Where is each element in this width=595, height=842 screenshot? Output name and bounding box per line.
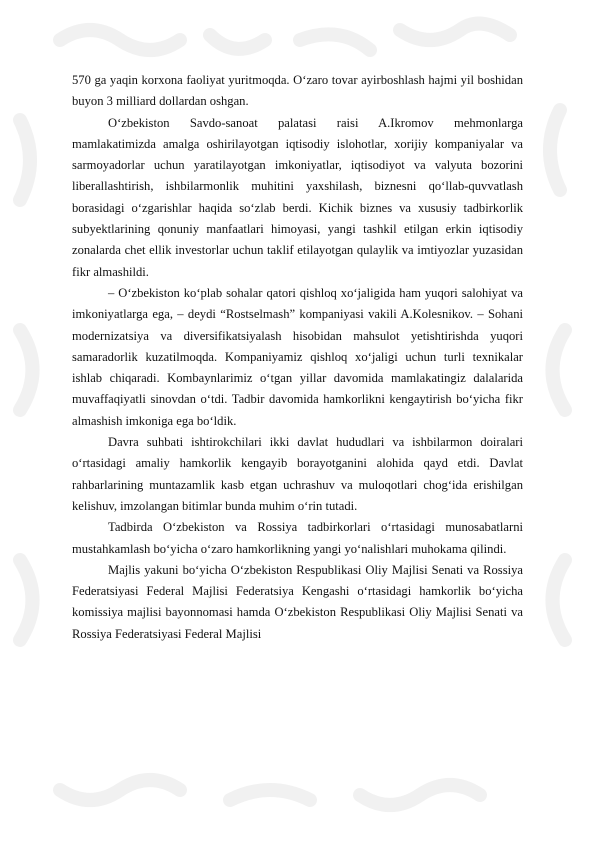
paragraph-2: O‘zbekiston Savdo-sanoat palatasi raisi A.Ikromov mehmonlarga mamlakatimizda amalga oshirilayotgan iqtisodiy islohotlar, xorijiy kompaniyalar va sarmoyadorlar uchun yaratilayotgan imkoniyatlar, iqtisodiyot va valyuta bozorini liberallashtirish, ishbilarmonlik muhitini yaxshilash, biznesni qo‘llab-quvvatlash borasidagi o‘zgarishlar haqida so‘zlab berdi. Kichik biznes va xususiy tadbirkorlik subyektlarining qonuniy manfaatlari himoyasi, yangi tashkil etilgan erkin iqtisodiy zonalarda chet ellik investorlar uchun taklif etilayotgan qulaylik va imtiyozlar yuzasidan fikr almashildi. bbox=[72, 115, 523, 279]
paragraph-1: 570 ga yaqin korxona faoliyat yuritmoqda. O‘zaro tovar ayirboshlash hajmi yil boshidan buyon 3 milliard dollardan oshgan. bbox=[72, 73, 523, 109]
document-body bbox=[72, 70, 523, 645]
paragraph-3: – O‘zbekiston ko‘plab sohalar qatori qishloq xo‘jaligida ham yuqori salohiyat va imkoniyatlarga ega, – deydi “Rostselmash” kompaniyasi vakili A.Kolesnikov. – Sohani modernizatsiya va diversifikatsiyalash hisobidan mahsulot yetishtirishda yuqori samaradorlik kuzatilmoqda. Kompaniyamiz qishloq xo‘jaligi uchun turli texnikalar ishlab chiqaradi. Kombaynlarimiz o‘tgan yillar davomida mamlakatingiz dalalarida muvaffaqiyatli sinovdan o‘tdi. Tadbir davomida hamkorlikni kengaytirish bo‘yicha fikr almashish imkoniga ega bo‘ldik. bbox=[72, 285, 523, 428]
paragraph-5: Tadbirda O‘zbekiston va Rossiya tadbirkorlari o‘rtasidagi munosabatlarni mustahkamlash bo‘yicha o‘zaro hamkorlikning yangi yo‘nalishlari muhokama qilindi. bbox=[72, 520, 523, 556]
paragraph-4: Davra suhbati ishtirokchilari ikki davlat hududlari va ishbilarmon doiralari o‘rtasidagi amaliy hamkorlik kengayib borayotganini alohida qayd etdi. Davlat rahbarlarining muntazamlik kasb etgan uchrashuv va muloqotlari chog‘ida erishilgan kelishuv, imzolangan bitimlar bunda muhim o‘rin tutadi. bbox=[72, 435, 523, 513]
paragraph-6: Majlis yakuni bo‘yicha O‘zbekiston Respublikasi Oliy Majlisi Senati va Rossiya Federatsiyasi Federal Majlisi Federatsiya Kengashi o‘rtasidagi hamkorlik bo‘yicha komissiya majlisi bayonnomasi hamda O‘zbekiston Respublikasi Oliy Majlisi Senati va Rossiya Federatsiyasi Federal Majlisi bbox=[72, 562, 523, 641]
